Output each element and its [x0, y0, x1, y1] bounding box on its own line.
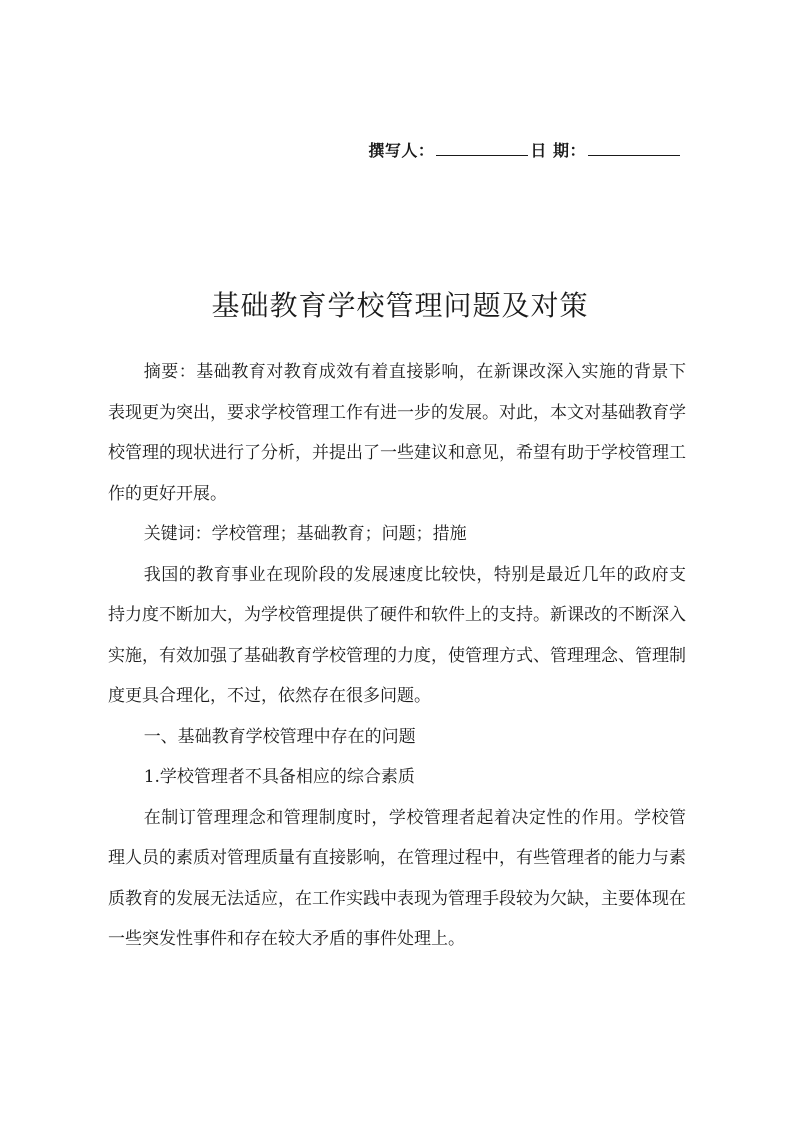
date-blank: [588, 141, 680, 156]
keywords-paragraph: 关键词：学校管理；基础教育；问题；措施: [143, 524, 467, 544]
author-blank: [436, 141, 528, 156]
intro-paragraph: 我国的教育事业在现阶段的发展速度比较快，特别是最近几年的政府支持力度不断加大，为学校管理提供了硬件和软件上的支持。新课改的不断深入实施，有效加强了基础教育学校管理的力度，使管理方式、管理理念、管理制度更具合理化，不过，依然存在很多问题。: [108, 564, 686, 706]
abstract-paragraph: 摘要：基础教育对教育成效有着直接影响，在新课改深入实施的背景下表现更为突出，要求学校管理工作有进一步的发展。对此，本文对基础教育学校管理的现状进行了分析，并提出了一些建议和意见，希望有助于学校管理工作的更好开展。: [108, 362, 686, 504]
date-label: 日 期：: [530, 141, 586, 160]
document-title: 基础教育学校管理问题及对策: [211, 289, 589, 322]
subsection-heading: 1.学校管理者不具备相应的综合素质: [143, 767, 415, 787]
body-paragraph: 在制订管理理念和管理制度时，学校管理者起着决定性的作用。学校管理人员的素质对管理质量有直接影响，在管理过程中，有些管理者的能力与素质教育的发展无法适应，在工作实践中表现为管理手段较为欠缺，主要体现在一些突发性事件和存在较大矛盾的事件处理上。: [108, 807, 686, 949]
author-date-line: [368, 138, 682, 161]
section-heading: 一、基础教育学校管理中存在的问题: [143, 726, 416, 747]
document-body: [108, 352, 686, 960]
author-label: 撰写人：: [368, 141, 435, 160]
